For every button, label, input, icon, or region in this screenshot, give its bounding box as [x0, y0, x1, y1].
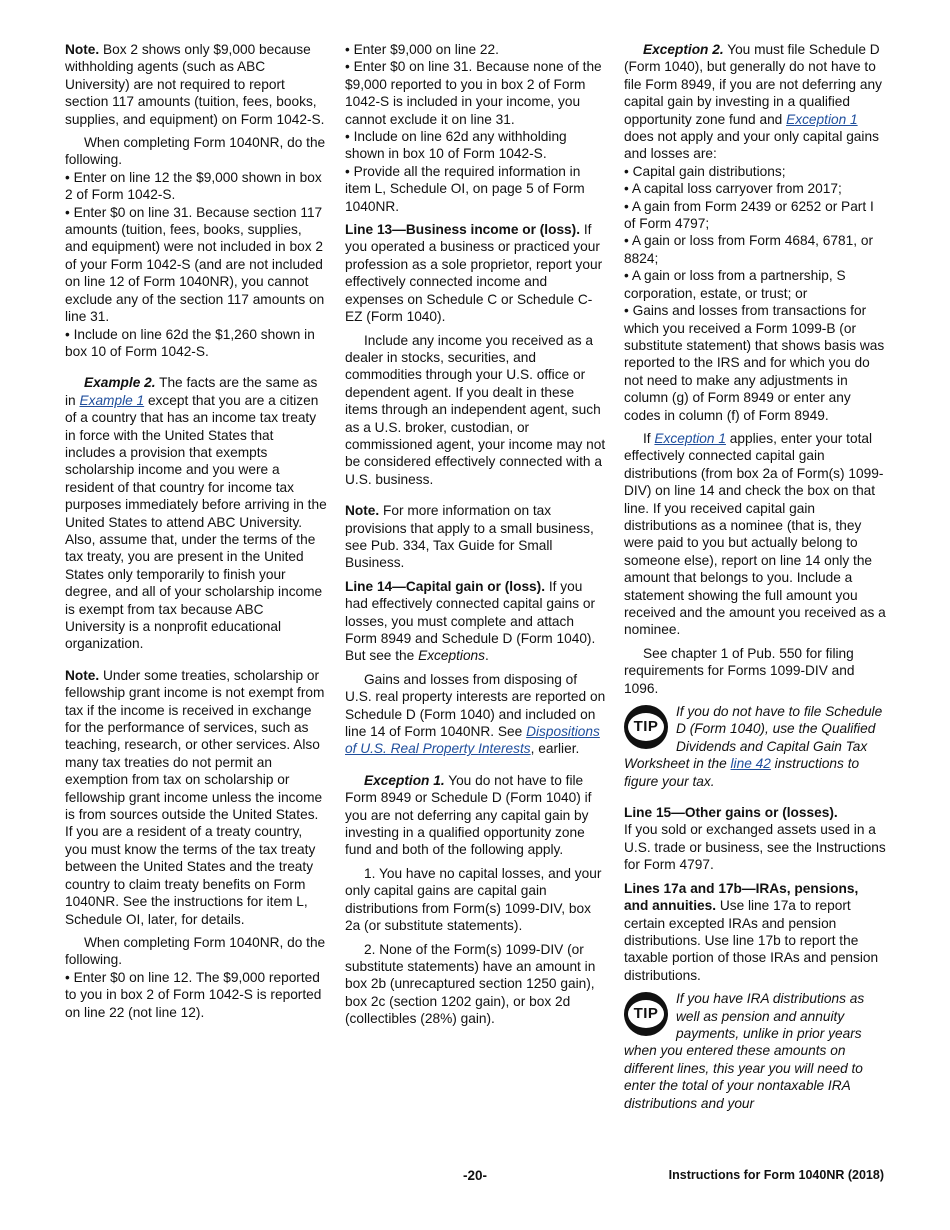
note-label: Note. [345, 503, 380, 519]
column-left [65, 41, 327, 1021]
example-1-link[interactable]: Example 1 [79, 392, 145, 408]
bullet-item: • Provide all the required information in item L, Schedule OI, on page 5 of Form 1040NR. [345, 163, 585, 214]
exception-2: Exception 2. You must file Schedule D (Form 1040), but generally do not have to file Form 8949, if you are not deferring any capital gain by investing in a qualified opportunity zone fund and Exception 1 does not apply and your only capital gains and losses are: [624, 42, 882, 162]
bullet-item: • Enter $0 on line 31. Because section 117 amounts (tuition, fees, books, supplies, and equipment) were not included in box 2 of your Form 1042-S (and are not included on line 12 of Form 1040NR), you cannot exclude any of the section 117 amounts on line 31. [65, 204, 325, 325]
line-14-section: Line 14—Capital gain or (loss). If you had effectively connected capital gains or losses, you must complete and attach Form 8949 and Schedule D (Form 1040). But see the Exceptions. [345, 578, 596, 664]
column-right [624, 41, 886, 1112]
bullet-item: • Enter $0 on line 12. The $9,000 reported to you in box 2 of Form 1042-S is reported on line 22 (not line 12). [65, 969, 322, 1020]
note-label: Note. [65, 42, 100, 57]
exception-1-link[interactable]: Exception 1 [654, 430, 726, 446]
tip-schedule-d: TIP If you do not have to file Schedule D (Form 1040), use the Qualified Dividends and Capital Gain Tax Worksheet in the line 42 instructions to figure your tax. [624, 704, 883, 789]
page-number: -20- [462, 1168, 487, 1183]
exception-1-label: Exception 1. [364, 772, 445, 788]
line-13-heading: Line 13—Business income or (loss). [345, 222, 581, 238]
exception-2-label: Exception 2. [643, 42, 724, 57]
real-property-paragraph: Gains and losses from disposing of U.S. real property interests are reported on Schedule D (Form 1040) and included on line 14 of Form 1040NR. See Dispositions of U.S. Real Property Interests, earlier. [345, 671, 606, 757]
exception-1-link[interactable]: Exception 1 [786, 111, 858, 127]
line-13-dealer-paragraph: Include any income you received as a dealer in stocks, securities, and commodities through your U.S. office or dependent agent. If you dealt in these items through an independent agent, such as a U.S. broker, custodian, or commissioned agent, your income may not be considered effectively connected with a U.S. business. [345, 332, 606, 487]
pub-550-paragraph: See chapter 1 of Pub. 550 for filing requirements for Forms 1099-DIV and 1096. [624, 645, 855, 696]
bullet-item: • A gain from Form 2439 or 6252 or Part I of Form 4797; [624, 198, 874, 232]
example-label: Example 2. [84, 375, 156, 391]
bullet-item: • Enter $0 on line 31. Because none of the $9,000 reported to you in box 2 of Form 1042-S is included in your income, you cannot exclude it on line 31. [345, 59, 602, 127]
bullet-item: • A gain or loss from a partnership, S corporation, estate, or trust; or [624, 268, 846, 301]
exception-1-applies: If Exception 1 applies, enter your total effectively connected capital gain distributions (from box 2a of Form(s) 1099-DIV) on line 14 and check the box on that line. If you received capital gain distributions as a nominee (that is, they were paid to you but actually belong to someone else), report on line 14 only the amount that belongs to you. Include a statement showing the full amount you received and the amount you received as a nominee. [624, 430, 886, 638]
bullet-item: • Gains and losses from transactions for which you received a Form 1099-B (or substitute statement) that shows basis was reported to the IRS and for which you do not need to make any adjustments in column (g) of Form 8949 or enter any codes in column (f) of Form 8949. [624, 303, 885, 423]
note-treaties: Note. Under some treaties, scholarship or fellowship grant income is not exempt from tax if the income is received in exchange for the performance of services, such as teaching, research, or other services. Also many tax treaties do not permit an exemption from tax on scholarship or fellowship grant income unless the income is from sources outside the United States. If you are a resident of a treaty country, you must know the terms of the tax treaty between the United States and the treaty country to claim treaty benefits on Form 1040NR. See the instructions for item L, Schedule OI, later, for details. [65, 667, 325, 927]
bullet-item: • Capital gain distributions; [624, 163, 786, 179]
form-title-footer: Instructions for Form 1040NR (2018) [668, 1168, 884, 1182]
when-completing-2: When completing Form 1040NR, do the following. [65, 934, 326, 968]
line-14-heading: Line 14—Capital gain or (loss). [345, 578, 546, 594]
bullet-item: • Enter $9,000 on line 22. [345, 42, 499, 57]
bullet-item: • Enter on line 12 the $9,000 shown in box 2 of Form 1042-S. [65, 169, 322, 203]
dispositions-link[interactable]: Dispositions of U.S. Real Property Interests [345, 724, 600, 757]
tip-ira-text: If you have IRA distributions as well as pension and annuity payments, unlike in prior years when you entered these amounts on different lines, this year you will need to enter the total of your nontaxable IRA distributions and your [624, 991, 865, 1111]
line-17-heading: Lines 17a and 17b—IRAs, pensions, and annuities. [624, 880, 859, 914]
line-13-section: Line 13—Business income or (loss). If you operated a business or practiced your profession as a sole proprietor, report your effectively connected income and expenses on Schedule C or Schedule C-EZ (Form 1040). [345, 222, 603, 325]
example-2: Example 2. The facts are the same as in Example 1 except that you are a citizen of a country that has an income tax treaty in force with the United States that includes a provision that exempts scholarship income and you were a resident of that country for income tax purposes immediately before arriving in the United States to attend ABC University. Also, assume that, under the terms of the tax treaty, you are present in the United States only temporarily to finish your degree, and all of your scholarship income is exempt from tax because ABC University is a nonprofit educational organization. [65, 375, 327, 652]
when-completing-1: When completing Form 1040NR, do the following. [65, 135, 326, 168]
exception-1-item-2: 2. None of the Form(s) 1099-DIV (or substitute statements) have an amount in box 2b (unrecaptured section 1250 gain), box 2c (section 1202 gain), or box 2d (collectibles (28%) gain). [345, 941, 596, 1027]
exception-1-item-1: 1. You have no capital losses, and your only capital gains are capital gain distributions from Form(s) 1099-DIV, box 2a (or substitute statements). [345, 865, 602, 934]
note-small-business: Note. For more information on tax provisions that apply to a small business, see Pub. 334, Tax Guide for Small Business. [345, 503, 594, 571]
note-box2: Note. Box 2 shows only $9,000 because withholding agents (such as ABC University) are not required to report section 117 amounts (tuition, fees, books, supplies, and equipment) on Form 1042-S. [65, 42, 325, 127]
line-15-heading: Line 15—Other gains or (losses). [624, 805, 838, 821]
bullet-item: • Include on line 62d the $1,260 shown in box 10 of Form 1042-S. [65, 326, 315, 359]
line-15-text: If you sold or exchanged assets used in a U.S. trade or business, see the Instructions for Form 4797. [624, 822, 886, 873]
column-middle [345, 41, 607, 1028]
note-label: Note. [65, 667, 100, 683]
tip-ira [624, 990, 886, 1112]
tip-icon: TIP [624, 705, 668, 749]
bullet-item: • Include on line 62d any withholding shown in box 10 of Form 1042-S. [345, 129, 567, 162]
tip-icon: TIP [624, 992, 668, 1036]
bullet-item: • A capital loss carryover from 2017; [624, 181, 842, 197]
exception-1: Exception 1. You do not have to file Form 8949 or Schedule D (Form 1040) if you are not deferring any capital gain by investing in a qualified opportunity zone fund and both of the following apply. [345, 772, 592, 858]
line-42-link[interactable]: line 42 [730, 756, 771, 772]
bullet-item: • A gain or loss from Form 4684, 6781, or 8824; [624, 233, 874, 266]
line-17-section: Lines 17a and 17b—IRAs, pensions, and annuities. Use line 17a to report certain excepted IRAs and pension distributions. Use line 17b to report the taxable portion of those IRAs and pension distributions. [624, 880, 879, 983]
